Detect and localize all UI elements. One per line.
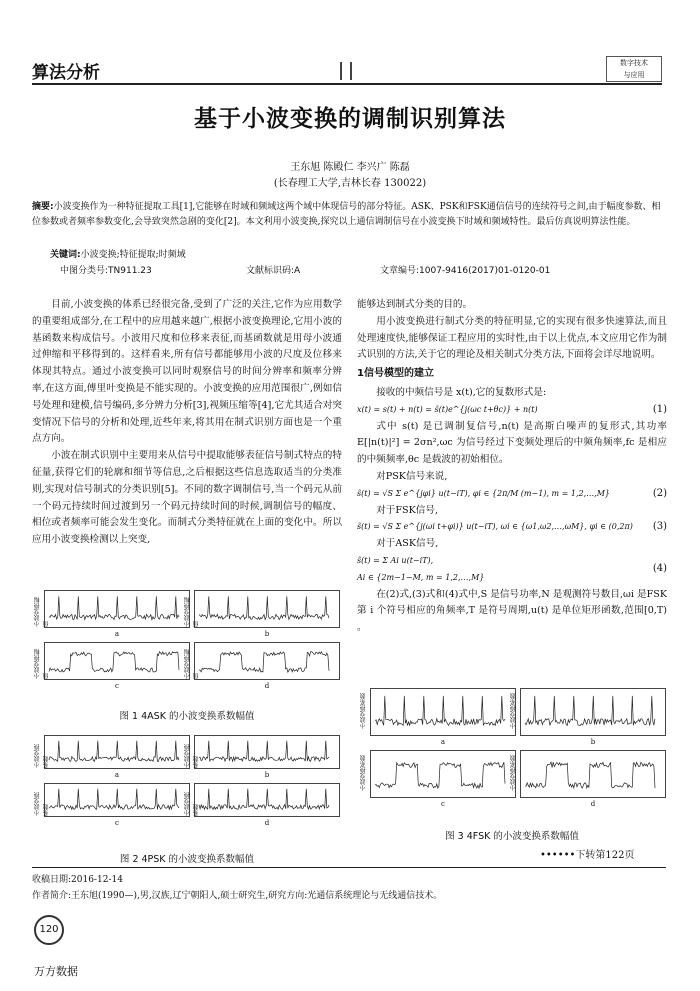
fig2-ylabel: 小波变换系数 — [34, 744, 50, 768]
fig1-panel-a — [34, 590, 190, 638]
waveform-trace — [199, 596, 329, 619]
header-rule — [32, 83, 662, 85]
fig3-ylabel: 小波变换系数 — [360, 693, 367, 729]
fig1-ylabel: 小波变换幅值 — [34, 597, 50, 627]
equation-1-number: (1) — [652, 403, 667, 415]
authors: 王东旭 陈殿仁 李兴广 陈磊 — [290, 162, 410, 173]
fig2-label-c: c — [115, 819, 119, 827]
logo-line2: 与应用 — [623, 71, 645, 79]
fig3-panel-a — [360, 688, 516, 746]
figure-2-caption: 图 2 4PSK 的小波变换系数幅值 — [119, 854, 255, 865]
affiliation: (长春理工大学,吉林长春 130022) — [273, 178, 427, 189]
equation-2 — [357, 486, 667, 503]
waveform-trace — [525, 696, 655, 726]
author-bio: 作者简介:王东旭(1990—),男,汉族,辽宁朝阳人,硕士研究生,研究方向:光通信系统理论与无线通信技术。 — [32, 891, 443, 901]
page-number: 120 — [34, 915, 64, 945]
equation-1 — [357, 402, 667, 419]
figure-2 — [34, 735, 340, 827]
fig2-ylabel: 小波变换系数 — [34, 792, 50, 816]
symbol-definitions: 在(2)式,(3)式和(4)式中,S 是信号功率,N 是观测符号数目,ωi 是FSK第 i 个符号相应的角频率,T 是符号周期,u(t) 是单位矩形函数,范围[0,T) 。 — [357, 588, 667, 634]
fsk-intro: 对于FSK信号, — [376, 504, 439, 516]
waveform-trace — [375, 762, 505, 788]
equation-3-body: s̃(t) = √S Σ e^{j(ωi t+φi)} u(t−iT), ωi ∈ {ω1,ω2,…,ωM}, φi ∈ (0,2π) — [357, 522, 633, 532]
equation-4-line1: s̃(t) = Σ Ai u(t−iT), — [357, 555, 434, 565]
clc-number: 中图分类号:TN911.23 — [60, 266, 152, 276]
fig1-panel-d — [184, 642, 340, 690]
keywords — [50, 247, 186, 260]
fig2-ylabel: 小波变换系数 — [184, 792, 200, 816]
paper-title: 基于小波变换的调制识别算法 — [194, 106, 506, 132]
equation-2-body: s̃(t) = √S Σ e^{jφi} u(t−iT), φi ∈ {2π/M (m−1), m = 1,2,…,M} — [357, 488, 610, 498]
fig1-label-c: c — [115, 682, 119, 690]
fig1-ylabel: 小波变换幅值 — [184, 597, 200, 627]
method-paragraph: 用小波变换进行制式分类的特征明显,它的实现有很多快速算法,而且处理速度快,能够保证工程应用的实时性,由于以上优点,本文应用它作为制式识别的方法,关于它的理论及相关制式分类方法,下面将会详尽地说明。 — [357, 315, 667, 361]
intro-paragraph-2: 小波在制式识别中主要用来从信号中提取能够表征信号制式特点的特征量,获得它们的轮廓和细节等信息,之后根据这些信息选取适当的分类准则,实现对信号制式的分类识别[5]。不同的数字调制信号,当一个码元从前一个码元持续时间过渡到另一个码元持续时间的时候,调制信号的幅度、相位或者频率可能会发生变化。而制式分类特征就在上面的变化中。所以应用小波变换检测以上突变, — [32, 450, 342, 546]
fig3-ylabel: 小波变换系数 — [510, 755, 517, 791]
waveform-trace — [199, 652, 329, 672]
footnote-rule — [32, 867, 666, 868]
fig1-label-d: d — [264, 682, 270, 690]
fig2-panel-c — [34, 783, 190, 827]
fig2-panel-b — [184, 735, 340, 779]
figure-1-caption: 图 1 4ASK 的小波变换系数幅值 — [119, 711, 255, 722]
fig3-label-a: a — [440, 738, 446, 746]
figure-3 — [360, 688, 666, 808]
waveform-trace — [49, 789, 179, 810]
ask-intro: 对于ASK信号, — [376, 538, 439, 550]
fig2-label-d: d — [264, 819, 270, 827]
keywords-text: 小波变换;特征提取;时频域 — [80, 250, 186, 260]
fig3-label-c: c — [441, 800, 445, 808]
fig1-ylabel: 小波变换幅值 — [184, 649, 200, 679]
header-decoration — [340, 62, 360, 84]
fig3-panel-b — [510, 688, 666, 746]
received-date: 收稿日期:2016-12-14 — [32, 875, 123, 885]
continued-note: ••••••下转第122页 — [540, 850, 635, 861]
equation-1-body: x(t) = s(t) + n(t) = s̃(t)e^{j(ωc t+θc)} + n(t) — [357, 404, 538, 414]
abstract-text: 小波变换作为一种特征提取工具[1],它能够在时域和频域这两个域中体现信号的部分特征。ASK、PSK和FSK通信信号的连续符号之间,由于幅度参数、相位参数或者频率参数变化,会导致突然急剧的变化[2]。本文利用小波变换,探究以上通信调制信号在小波变换下时域和频域特性。最后仿真说明算法性能。 — [32, 202, 661, 227]
figure-1 — [34, 590, 340, 690]
left-column — [32, 297, 342, 549]
abstract — [32, 200, 666, 230]
intro-paragraph-1: 目前,小波变换的体系已经很完备,受到了广泛的关注,它作为应用数学的重要组成部分,在工程中的应用越来越广,根据小波变换理论,它用小波的基函数来构成信号。小波用尺度和位移来表征,而基函数就是用母小波通过伸缩和平移得到的。这样看来,所有信号都能够用小波的尺度及位移来体现其特点。通过小波变换可以同时观察信号的时间分辨率和频率分辨率,在这方面,傅里叶变换是不能实现的。小波变换的应用范围很广,例如信号处理和建模,信号编码,多分辨力分析[3],视频压缩等[4],它尤其适合对突变情况下信号的分析和处理,近些年来,将其用在制式识别方面也是一个重点方向。 — [32, 299, 342, 445]
variable-definitions: 式中 s(t) 是已调制复信号,n(t) 是高斯白噪声的复形式,其功率 E[|n(t)|²] = 2σn²,ωc 为信号经过下变频处理后的中频角频率,fc 是相应的中频频率,θc 是载波的初始相位。 — [357, 420, 667, 466]
figure-3-caption: 图 3 4FSK 的小波变换系数幅值 — [445, 831, 579, 842]
fig1-label-b: b — [264, 630, 270, 638]
fig2-label-b: b — [264, 771, 270, 779]
fig2-panel-d — [184, 783, 340, 827]
fig2-panel-a — [34, 735, 190, 779]
fig3-label-b: b — [590, 738, 596, 746]
fig3-ylabel: 小波变换系数 — [510, 693, 517, 729]
waveform-trace — [49, 596, 179, 619]
signal-intro: 接收的中频信号是 x(t),它的复数形式是: — [376, 386, 547, 398]
fig3-label-d: d — [590, 800, 596, 808]
fig3-panel-c — [360, 750, 516, 808]
waveform-trace — [199, 741, 329, 762]
continued-sentence: 能够达到制式分类的目的。 — [357, 299, 473, 310]
fig1-panel-c — [34, 642, 190, 690]
equation-2-number: (2) — [652, 487, 667, 499]
wanfang-watermark: 万方数据 — [34, 965, 78, 978]
waveform-trace — [49, 652, 179, 672]
equation-3-number: (3) — [652, 521, 667, 533]
waveform-trace — [199, 789, 329, 810]
waveform-trace — [525, 762, 655, 788]
fig3-ylabel: 小波变换系数 — [360, 755, 367, 791]
section-header: 算法分析 — [32, 63, 100, 83]
waveform-trace — [49, 741, 179, 762]
fig2-ylabel: 小波变换系数 — [184, 744, 200, 768]
doc-code: 文献标识码:A — [246, 266, 301, 276]
article-number: 文章编号:1007-9416(2017)01-0120-01 — [380, 266, 551, 276]
equation-4-line2: Ai ∈ {2m−1−M, m = 1,2,…,M} — [357, 572, 485, 582]
fig1-panel-b — [184, 590, 340, 638]
logo-line1: 数字技术 — [620, 59, 648, 67]
right-column — [357, 297, 667, 637]
equation-4-number: (4) — [652, 563, 667, 575]
fig2-label-a: a — [114, 771, 120, 779]
abstract-label: 摘要: — [32, 202, 54, 212]
equation-4 — [357, 553, 667, 587]
psk-intro: 对PSK信号来说, — [376, 470, 448, 482]
waveform-trace — [375, 696, 505, 726]
section-1-heading: 1信号模型的建立 — [357, 368, 434, 380]
journal-logo — [606, 56, 662, 82]
fig3-panel-d — [510, 750, 666, 808]
equation-3 — [357, 519, 667, 536]
keywords-label: 关键词: — [50, 250, 81, 260]
fig1-ylabel: 小波变换幅值 — [34, 649, 50, 679]
fig1-label-a: a — [114, 630, 120, 638]
